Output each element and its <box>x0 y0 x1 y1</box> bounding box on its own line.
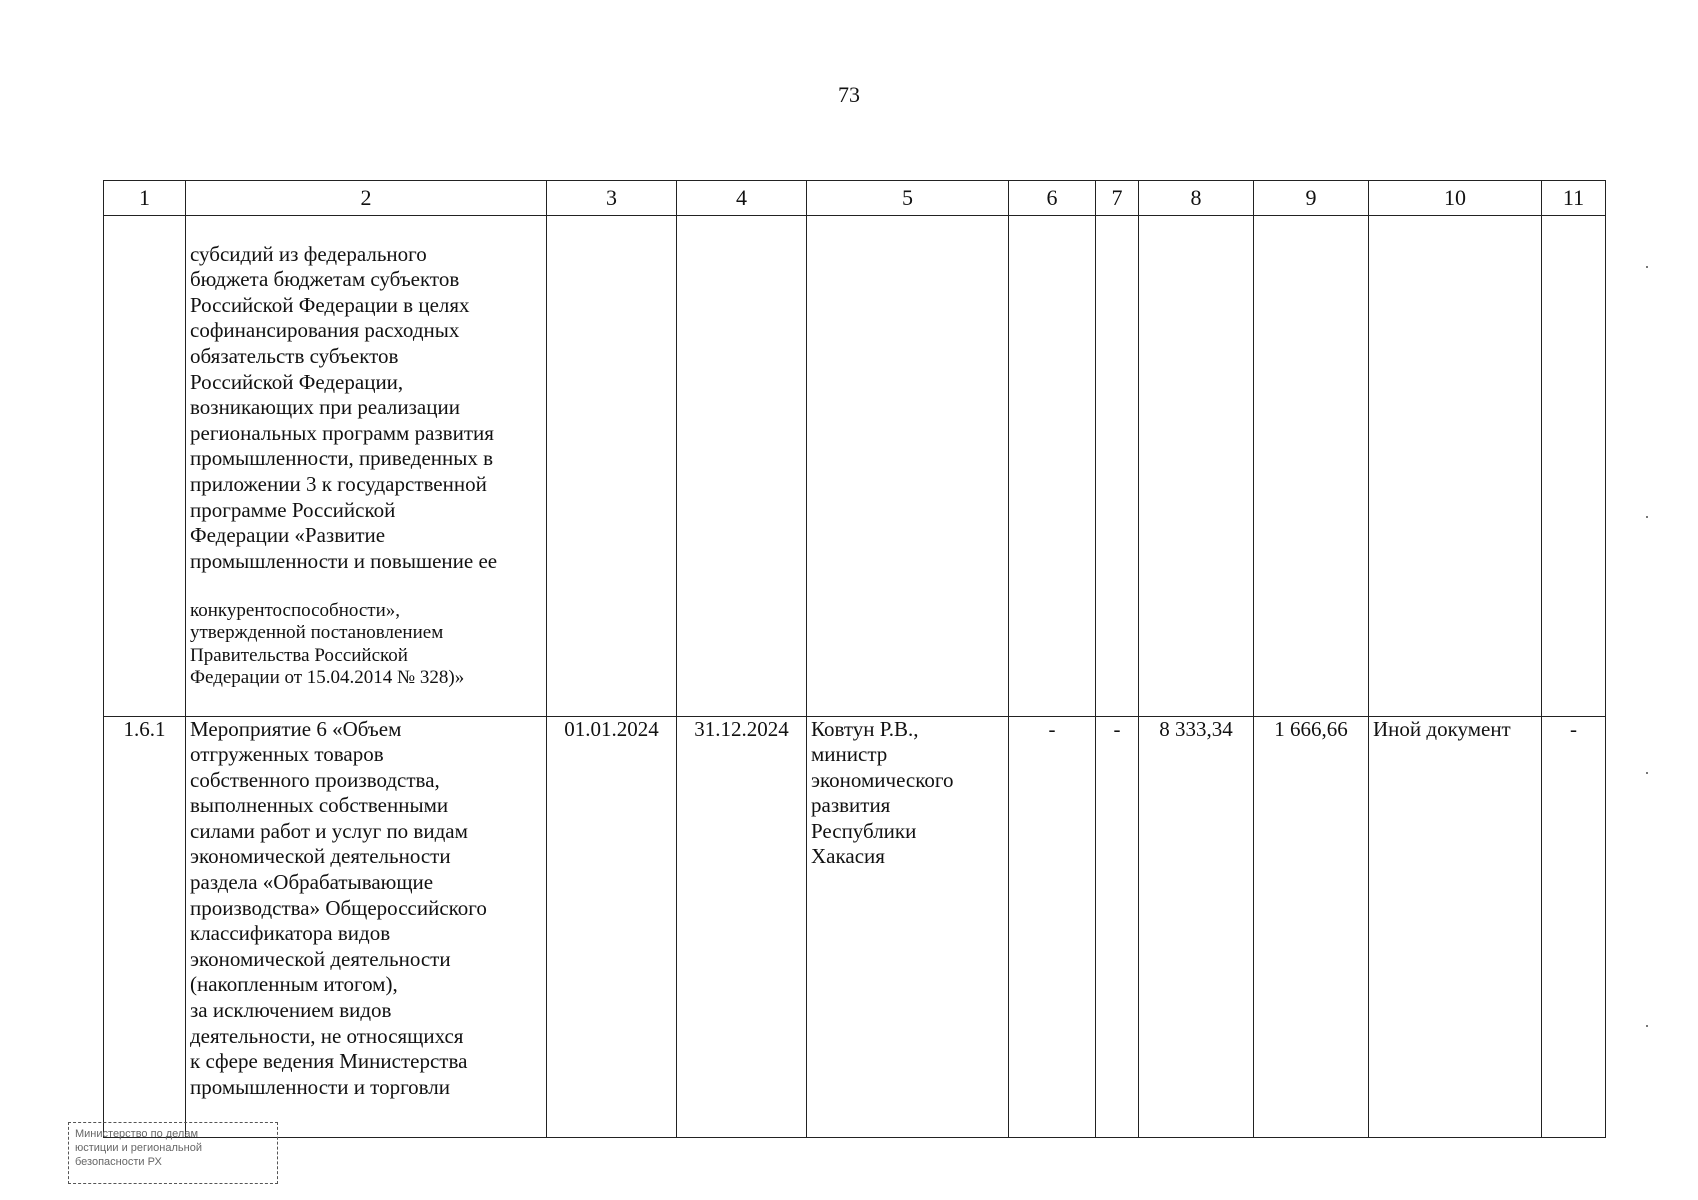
scan-speck <box>1646 266 1648 268</box>
header-col-4: 4 <box>677 181 807 216</box>
cell-empty <box>1009 216 1096 717</box>
page-number: 73 <box>838 82 860 107</box>
registration-stamp: Министерство по делам юстиции и региональной безопасности РХ <box>68 1122 278 1184</box>
cell-empty <box>1369 216 1542 717</box>
row-number: 1.6.1 <box>104 716 186 1137</box>
row-end-date: 31.12.2024 <box>677 716 807 1137</box>
row-col8: 8 333,34 <box>1139 716 1254 1137</box>
cell-empty <box>1542 216 1606 717</box>
table-row <box>104 716 1606 1137</box>
header-col-5: 5 <box>807 181 1009 216</box>
continuation-row <box>104 216 1606 717</box>
row-start-date: 01.01.2024 <box>547 716 677 1137</box>
header-col-8: 8 <box>1139 181 1254 216</box>
row-col7: - <box>1096 716 1139 1137</box>
header-col-11: 11 <box>1542 181 1606 216</box>
header-col-6: 6 <box>1009 181 1096 216</box>
cell-empty <box>547 216 677 717</box>
plan-table <box>103 180 1606 1138</box>
cell-empty <box>1139 216 1254 717</box>
header-col-1: 1 <box>104 181 186 216</box>
header-row <box>104 181 1606 216</box>
cell-empty <box>1096 216 1139 717</box>
cell-empty <box>807 216 1009 717</box>
scan-speck <box>1646 772 1648 774</box>
row-col10: Иной документ <box>1369 716 1542 1137</box>
continuation-description-cell <box>186 216 547 717</box>
cell-empty <box>104 216 186 717</box>
row-col9: 1 666,66 <box>1254 716 1369 1137</box>
header-col-9: 9 <box>1254 181 1369 216</box>
row-col11: - <box>1542 716 1606 1137</box>
cell-empty <box>677 216 807 717</box>
continuation-description-main: субсидий из федерального бюджета бюджетам субъектов Российской Федерации в целях софинансирования расходных обязательств субъектов Российской Федерации, возникающих при реализации региональных программ развития промышленности, приведенных в приложении 3 к государственной программе Российской Федерации «Развитие промышленности и повышение ее <box>190 241 498 573</box>
header-col-3: 3 <box>547 181 677 216</box>
cell-empty <box>1254 216 1369 717</box>
header-col-10: 10 <box>1369 181 1542 216</box>
row-responsible: Ковтун Р.В., министр экономического развития Республики Хакасия <box>807 716 1009 1137</box>
row-col6: - <box>1009 716 1096 1137</box>
header-col-2: 2 <box>186 181 547 216</box>
scan-speck <box>1646 1025 1648 1027</box>
continuation-description-small: конкурентоспособности», утвержденной постановлением Правительства Российской Федерации от 15.04.2014 № 328)» <box>190 599 465 689</box>
scan-speck <box>1646 516 1648 518</box>
row-description: Мероприятие 6 «Объем отгруженных товаров собственного производства, выполненных собственными силами работ и услуг по видам экономической деятельности раздела «Обрабатывающие производства» Общероссийского классификатора видов экономической деятельности (накопленным итогом), за исключением видов деятельности, не относящихся к сфере ведения Министерства промышленности и торговли <box>186 716 547 1137</box>
header-col-7: 7 <box>1096 181 1139 216</box>
